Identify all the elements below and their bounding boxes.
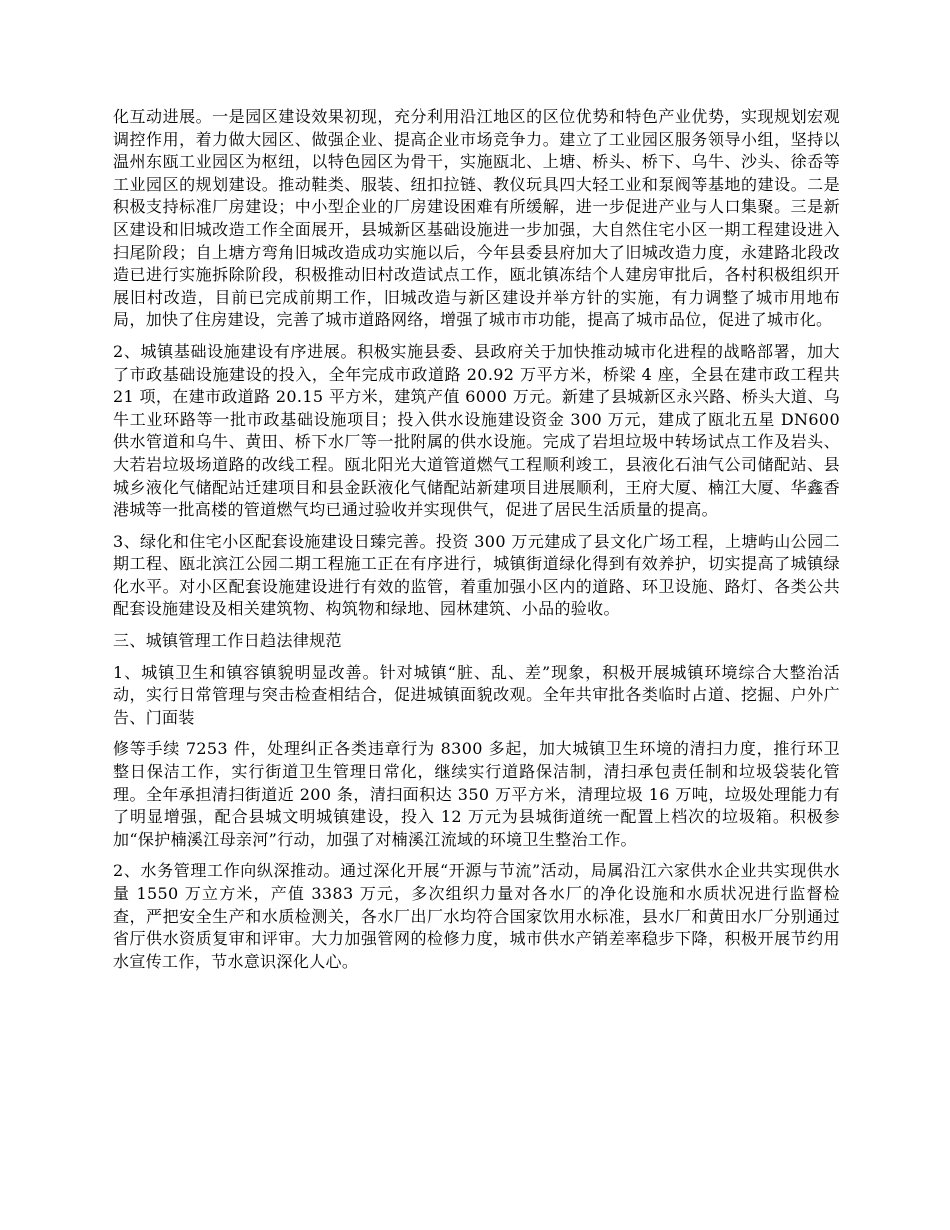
paragraph-industrial-parks: 化互动进展。一是园区建设效果初现，充分利用沿江地区的区位优势和特色产业优势，实现规划宏观调控作用，着力做大园区、做强企业、提高企业市场竞争力。建立了工业园区服务领导小组，坚持以温州东瓯工业园区为枢纽，以特色园区为骨干，实施瓯北、上塘、桥头、桥下、乌牛、沙头、徐岙等工业园区的规划建设。推动鞋类、服装、纽扣拉链、教仪玩具四大轻工业和泵阀等基地的建设。二是积极支持标准厂房建设；中小型企业的厂房建设困难有所缓解，进一步促进产业与人口集聚。三是新区建设和旧城改造工作全面展开，县城新区基础设施进一步加强，大自然住宅小区一期工程建设进入扫尾阶段；自上塘方弯角旧城改造成功实施以后，今年县委县府加大了旧城改造力度，永建路北段改造已进行实施拆除阶段，积极推动旧村改造试点工作，瓯北镇冻结个人建房审批后，各村积极组织开展旧村改造，目前已完成前期工作，旧城改造与新区建设并举方针的实施，有力调整了城市用地布局，加快了住房建设，完善了城市道路网络，增强了城市市功能，提高了城市品位，促进了城市化。 — [113, 107, 840, 330]
paragraph-water-management: 2、水务管理工作向纵深推动。通过深化开展“开源与节流”活动，局属沿江六家供水企业共实现供水量 1550 万立方米，产值 3383 万元，多次组织力量对各水厂的净化设施和水质状况进行监督检查，严把安全生产和水质检测关，各水厂出厂水均符合国家饮用水标准，县水厂和黄田水厂分别通过省厅供水资质复审和评审。大力加强管网的检修力度，城市供水产销差率稳步下降，积极开展节约用水宣传工作，节水意识深化人心。 — [113, 861, 840, 971]
paragraph-sanitation: 1、城镇卫生和镇容镇貌明显改善。针对城镇“脏、乱、差”现象，积极开展城镇环境综合大整治活动，实行日常管理与突击检查相结合，促进城镇面貌改观。全年共审批各类临时占道、挖掘、户外广告、门面装 — [113, 662, 840, 727]
document-body — [113, 106, 840, 982]
paragraph-infrastructure: 2、城镇基础设施建设有序进展。积极实施县委、县政府关于加快推动城市化进程的战略部署，加大了市政基础设施建设的投入，全年完成市政道路 20.92 万平方米，桥梁 4 座，全县在建市政工程共 21 项，在建市政道路 20.15 平方米，建筑产值 6000 万元。新建了县城新区永兴路、桥头大道、乌牛工业环路等一批市政基础设施项目；投入供水设施建设资金 300 万元，建成了瓯北五星 DN600 供水管道和乌牛、黄田、桥下水厂等一批附属的供水设施。完成了岩坦垃圾中转场试点工作及岩头、大若岩垃圾场道路的改线工程。瓯北阳光大道管道燃气工程顺利竣工，县液化石油气公司储配站、县城乡液化气储配站迁建项目和县金跃液化气储配站新建项目进展顺利，王府大厦、楠江大厦、华鑫香港城等一批高楼的管道燃气均已通过验收并实现供气，促进了居民生活质量的提高。 — [113, 341, 840, 520]
section-heading-urban-management: 三、城镇管理工作日趋法律规范 — [113, 631, 342, 651]
paragraph-sanitation-continued: 修等手续 7253 件，处理纠正各类违章行为 8300 多起，加大城镇卫生环境的清扫力度，推行环卫整日保洁工作，实行街道卫生管理日常化，继续实行道路保洁制，清扫承包责任制和垃圾袋装化管理。全年承担清扫街道近 200 条，清扫面积达 350 万平方米，清理垃圾 16 万吨，垃圾处理能力有了明显增强，配合县城文明城镇建设，投入 12 万元为县城街道统一配置上档次的垃圾箱。积极参加“保护楠溪江母亲河”行动，加强了对楠溪江流域的环境卫生整治工作。 — [113, 739, 840, 849]
paragraph-greening: 3、绿化和住宅小区配套设施建设日臻完善。投资 300 万元建成了县文化广场工程，上塘屿山公园二期工程、瓯北滨江公园二期工程施工正在有序进行，城镇街道绿化得到有效养护，切实提高了城镇绿化水平。对小区配套设施建设进行有效的监管，着重加强小区内的道路、环卫设施、路灯、各类公共配套设施建设及相关建筑物、构筑物和绿地、园林建筑、小品的验收。 — [113, 531, 840, 619]
